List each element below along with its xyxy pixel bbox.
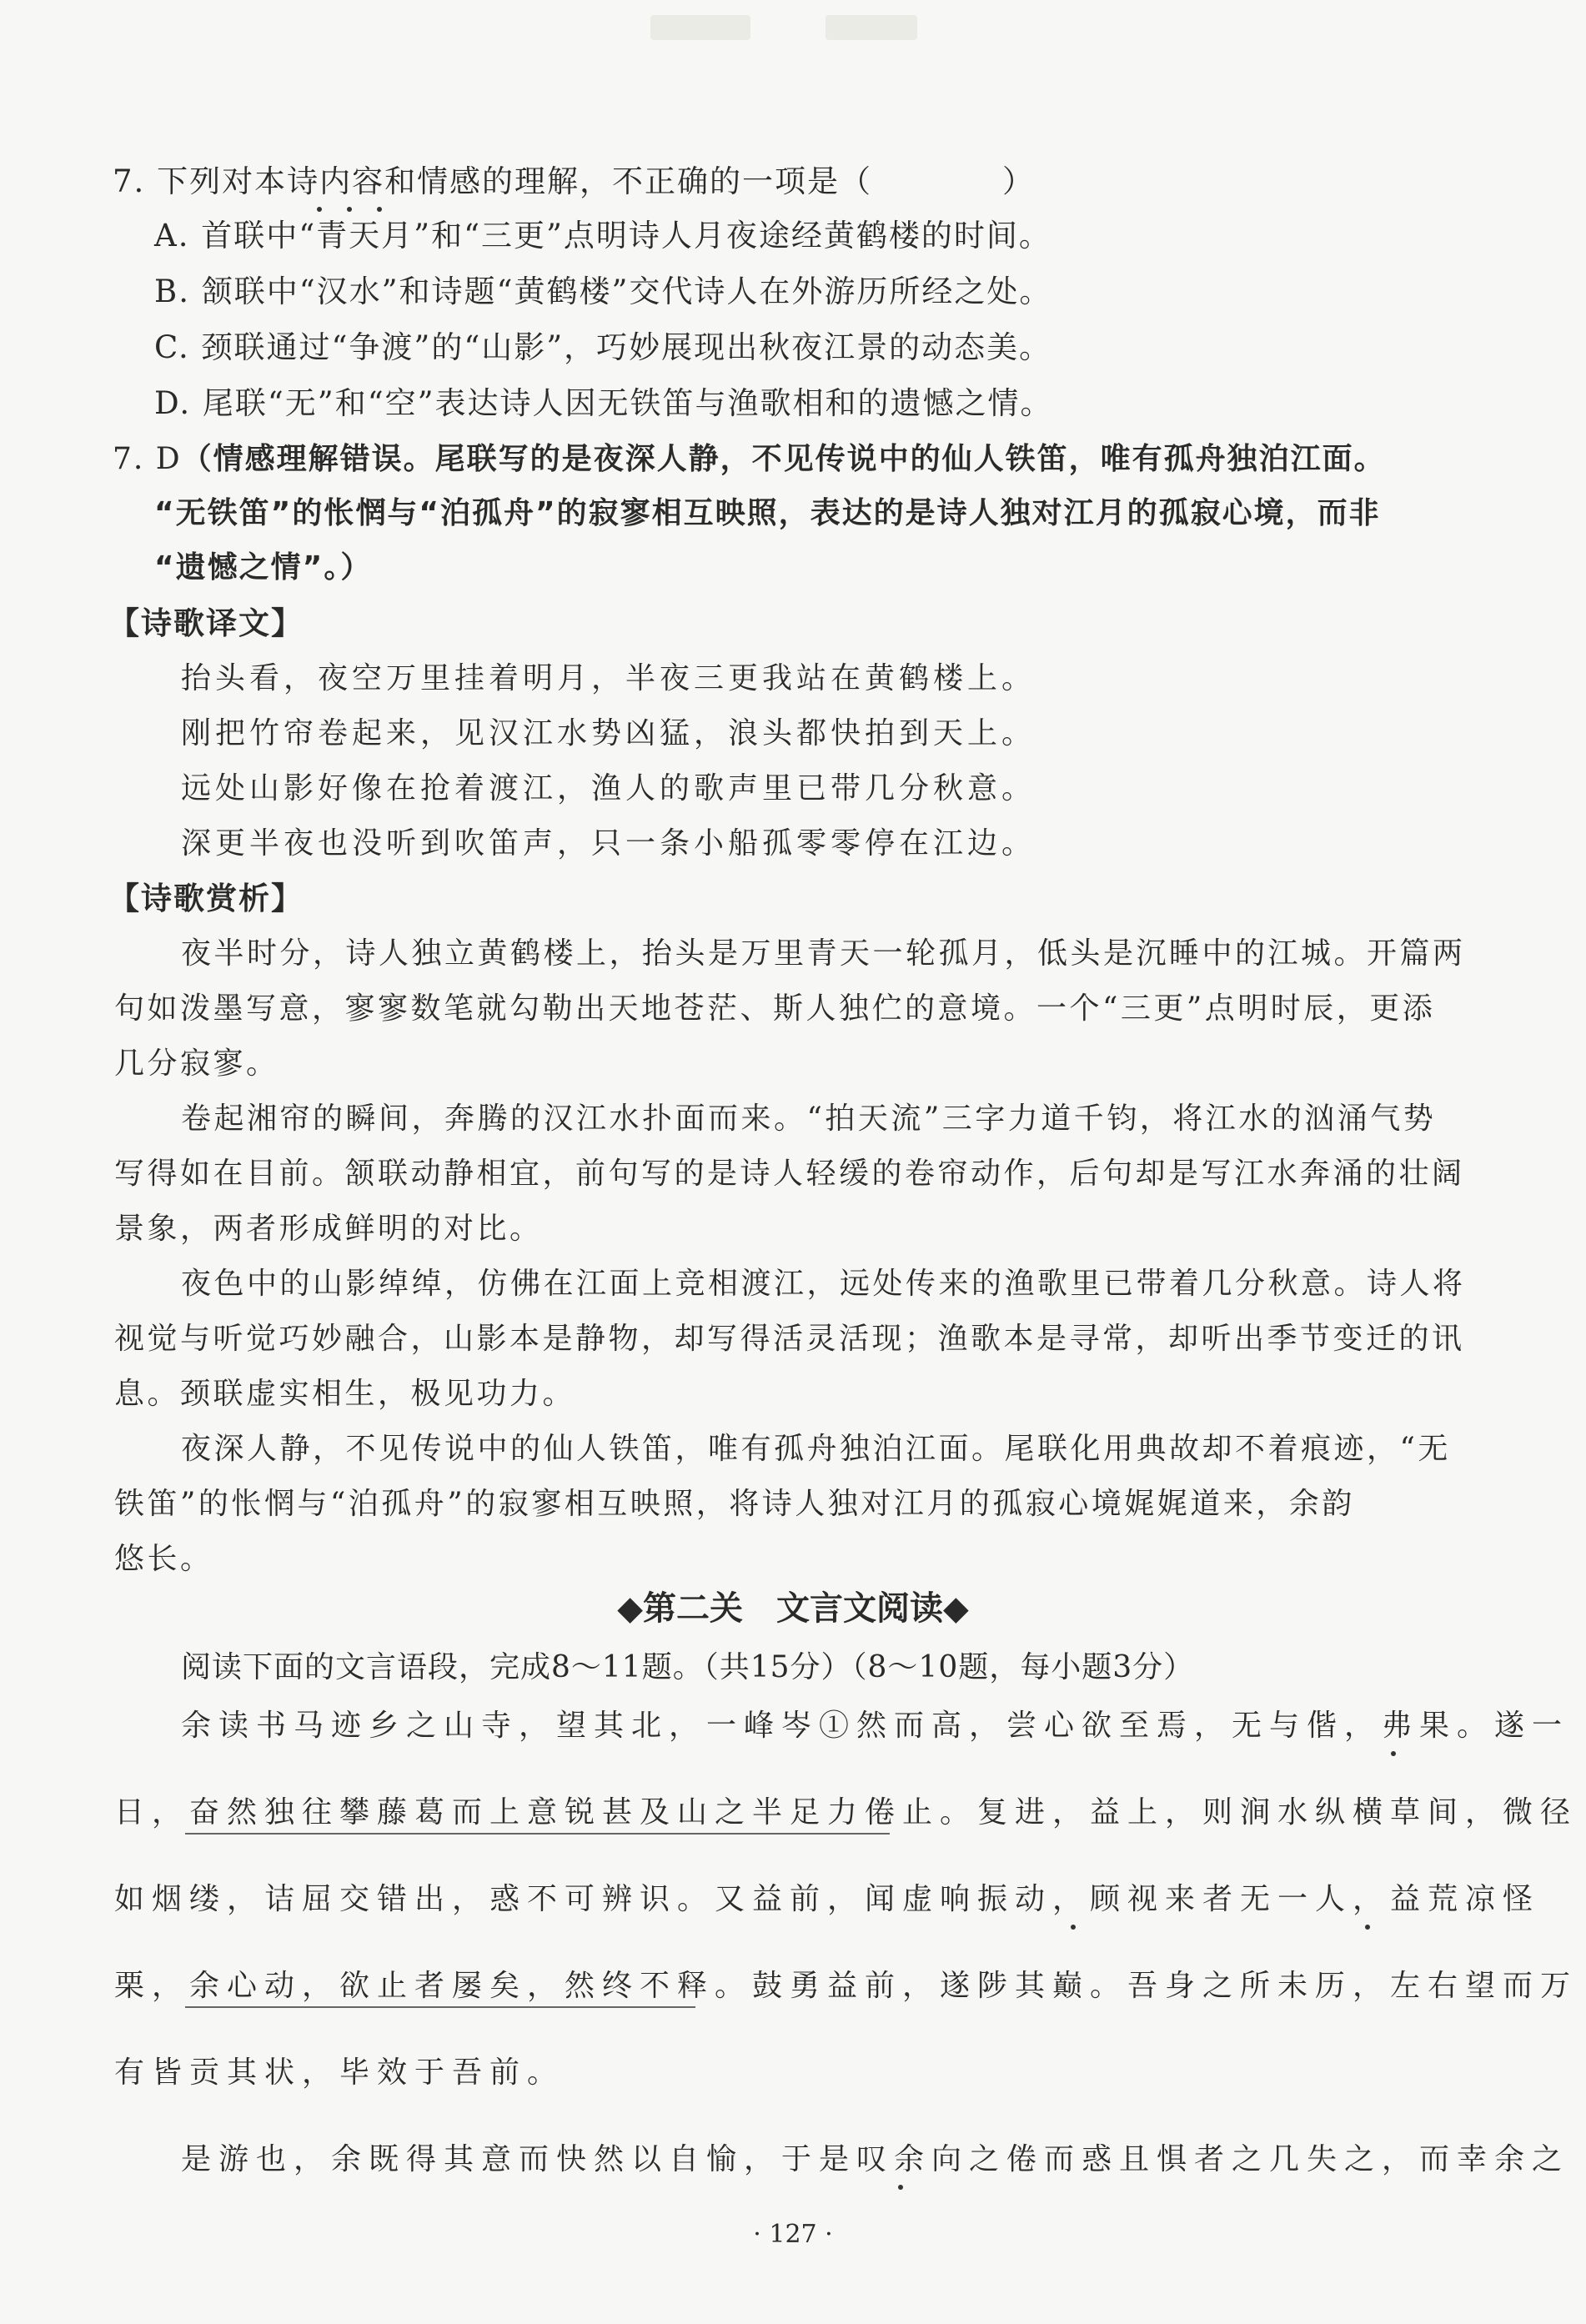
appreciation-line: 景象，两者形成鲜明的对比。 [114, 1212, 543, 1246]
translation-line: 远处山影好像在抢着渡江，渔人的歌声里已带几分秋意。 [181, 771, 1036, 806]
scan-artifact [650, 15, 750, 40]
option-b: B. 颔联中“汉水”和诗题“黄鹤楼”交代诗人在外游历所经之处。 [154, 274, 1052, 309]
appreciation-line: 悠长。 [114, 1542, 213, 1576]
translation-line: 刚把竹帘卷起来，见汉江水势凶猛，浪头都快拍到天上。 [181, 716, 1036, 750]
answer-text: （情感理解错误。尾联写的是夜深人静，不见传说中的仙人铁笛，唯有孤舟独泊江面。 [181, 442, 1386, 476]
appreciation-line: 几分寂寥。 [114, 1047, 279, 1081]
emphasis-dot [1071, 1925, 1076, 1930]
translation-heading: 【诗歌译文】 [108, 605, 304, 641]
passage-line: 日，奋然独往攀藤葛而上意锐甚及山之半足力倦止。复进，益上，则涧水纵横草间，微径 [114, 1795, 1578, 1830]
option-c: C. 颈联通过“争渡”的“山影”，巧妙展现出秋夜江景的动态美。 [154, 329, 1052, 365]
passage-line: 如烟缕，诘屈交错出，惑不可辨识。又益前，闻虚响振动，顾视来者无一人，益荒凉怪 [114, 1882, 1541, 1916]
emphasis-dot [1391, 1751, 1396, 1756]
appreciation-line: 写得如在目前。颔联动静相宜，前句写的是诗人轻缓的卷帘动作，后句却是写江水奔涌的壮阔 [114, 1157, 1465, 1191]
appreciation-line: 夜色中的山影绰绰，仿佛在江面上竞相渡江，远处传来的渔歌里已带着几分秋意。诗人将 [181, 1267, 1466, 1301]
passage-line: 有皆贡其状，毕效于吾前。 [114, 2055, 565, 2090]
section-title: ◆第二关 文言文阅读◆ [617, 1589, 969, 1628]
underline-mark [185, 2006, 695, 2008]
appreciation-heading: 【诗歌赏析】 [108, 881, 304, 916]
passage-line: 余读书马迹乡之山寺，望其北，一峰岑①然而高，尝心欲至焉，无与偕，弗果。遂一 [181, 1709, 1570, 1743]
section-instruction: 阅读下面的文言语段，完成8～11题。（共15分）（8～10题，每小题3分） [181, 1650, 1195, 1684]
answer-line-1 [113, 439, 1386, 479]
appreciation-line: 夜半时分，诗人独立黄鹤楼上，抬头是万里青天一轮孤月，低头是沉睡中的江城。开篇两 [181, 936, 1466, 971]
emphasis-dot [377, 207, 382, 212]
page-number: · 127 · [753, 2220, 833, 2249]
emphasis-dot [347, 207, 352, 212]
passage-line: 是游也，余既得其意而快然以自愉，于是叹余向之倦而惑且惧者之几失之，而幸余之 [181, 2142, 1570, 2176]
emphasis-dot [898, 2185, 903, 2190]
appreciation-line: 夜深人静，不见传说中的仙人铁笛，唯有孤舟独泊江面。尾联化用典故却不着痕迹，“无 [181, 1432, 1451, 1466]
emphasis-dot [1365, 1925, 1370, 1930]
question-stem: 7. 下列对本诗内容和情感的理解，不正确的一项是（ ） [113, 163, 1036, 199]
appreciation-line: 句如泼墨写意，寥寥数笔就勾勒出天地苍茫、斯人独伫的意境。一个“三更”点明时辰，更添 [114, 991, 1436, 1026]
scan-artifact [826, 15, 917, 40]
answer-label: 7. D [113, 442, 182, 476]
passage-line: 栗，余心动，欲止者屡矣，然终不释。鼓勇益前，遂陟其巅。吾身之所未历，左右望而万 [114, 1969, 1578, 2003]
appreciation-line: 铁笛”的怅惘与“泊孤舟”的寂寥相互映照，将诗人独对江月的孤寂心境娓娓道来，余韵 [114, 1487, 1355, 1521]
emphasis-dot [317, 207, 322, 212]
appreciation-line: 息。颈联虚实相生，极见功力。 [114, 1377, 576, 1411]
translation-line: 深更半夜也没听到吹笛声，只一条小船孤零零停在江边。 [181, 826, 1036, 861]
appreciation-line: 视觉与听觉巧妙融合，山影本是静物，却写得活灵活现；渔歌本是寻常，却听出季节变迁的讯 [114, 1322, 1465, 1356]
underline-mark [185, 1833, 890, 1835]
answer-line-2: “无铁笛”的怅惘与“泊孤舟”的寂寥相互映照，表达的是诗人独对江月的孤寂心境，而非 [154, 496, 1381, 530]
translation-line: 抬头看，夜空万里挂着明月，半夜三更我站在黄鹤楼上。 [181, 661, 1036, 695]
answer-line-3: “遗憾之情”。） [154, 550, 373, 585]
option-a: A. 首联中“青天月”和“三更”点明诗人月夜途经黄鹤楼的时间。 [154, 218, 1051, 253]
appreciation-line: 卷起湘帘的瞬间，奔腾的汉江水扑面而来。“拍天流”三字力道千钧，将江水的汹涌气势 [181, 1102, 1437, 1136]
option-d: D. 尾联“无”和“空”表达诗人因无铁笛与渔歌相和的遗憾之情。 [154, 385, 1053, 421]
